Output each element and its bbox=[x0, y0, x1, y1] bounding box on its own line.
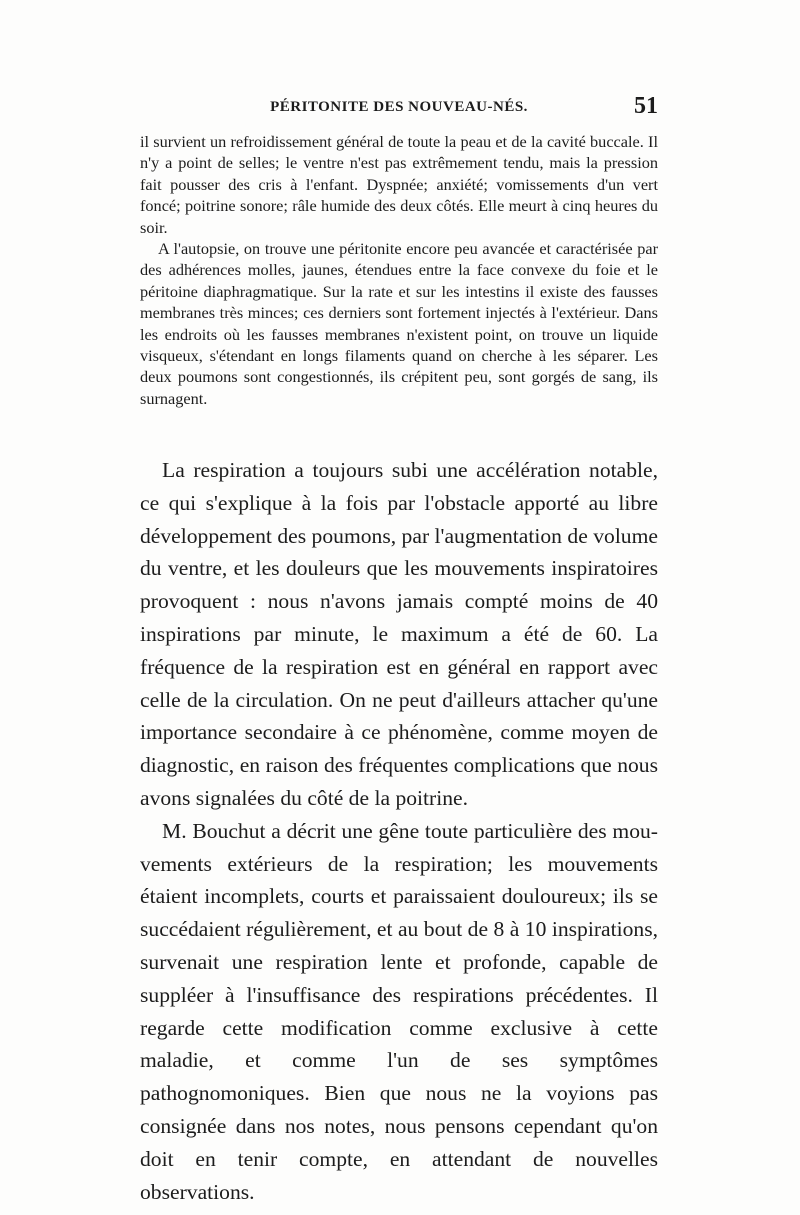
main-paragraph-2: M. Bouchut a décrit une gêne toute particulière des mouvements extérieurs de la respiration; les mouvements étaient incomplets, courts et paraissaient douloureux; ils se succédaient régulièrement, et au bout de 8 à 10 inspirations, survenait une respiration lente et profonde, capable de suppléer à l'insuffisance des respirations précédentes. Il regarde cette modification comme exclusive à cette maladie, et comme l'un de ses symptômes pathognomoniques. Bien que nous ne la voyions pas consignée dans nos notes, nous pensons cependant qu'on doit en tenir compte, en attendant de nouvelles observations. bbox=[140, 818, 658, 1204]
running-title: PÉRITONITE DES NOUVEAU-NÉS. bbox=[270, 99, 528, 115]
main-paragraph-1: La respiration a toujours subi une accélération notable, ce qui s'explique à la fois par l'obstacle apporté au libre développement des poumons, par l'augmentation de volume du ventre, et les douleurs que les mouvements inspiratoires provoquent : nous n'avons jamais compté moins de 40 inspirations par minute, le maximum a été de 60. La fréquence de la respiration est en général en rapport avec celle de la circulation. On ne peut d'ailleurs attacher qu'une importance secondaire à ce phénomène, comme moyen de diagnostic, en raison des fréquentes complications que nous avons signalées du côté de la poitrine. bbox=[140, 458, 658, 810]
main-text bbox=[140, 454, 658, 1208]
case-paragraph-1: il survient un refroidissement général de toute la peau et de la cavité buccale. Il n'y a point de selles; le ventre n'est pas extrêmement tendu, mais la pression fait pousser des cris à l'enfant. Dyspnée; anxiété; vomissements d'un vert foncé; poitrine sonore; râle humide des deux côtés. Elle meurt à cinq heures du soir. bbox=[140, 132, 658, 237]
running-head bbox=[140, 95, 658, 121]
case-report-text bbox=[140, 131, 658, 409]
case-paragraph-2: A l'autopsie, on trouve une péritonite encore peu avancée et caractérisée par des adhérences molles, jaunes, étendues entre la face convexe du foie et le péritoine diaphragmatique. Sur la rate et sur les intestins il existe des fausses membranes très minces; ces derniers sont fortement injectés à l'extérieur. Dans les endroits où les fausses membranes n'existent point, on trouve un liquide visqueux, s'étendant en longs filaments quand on cherche à les séparer. Les deux poumons sont congestionnés, ils crépitent peu, sont gorgés de sang, ils surnagent. bbox=[140, 239, 658, 408]
page-number: 51 bbox=[634, 93, 658, 119]
